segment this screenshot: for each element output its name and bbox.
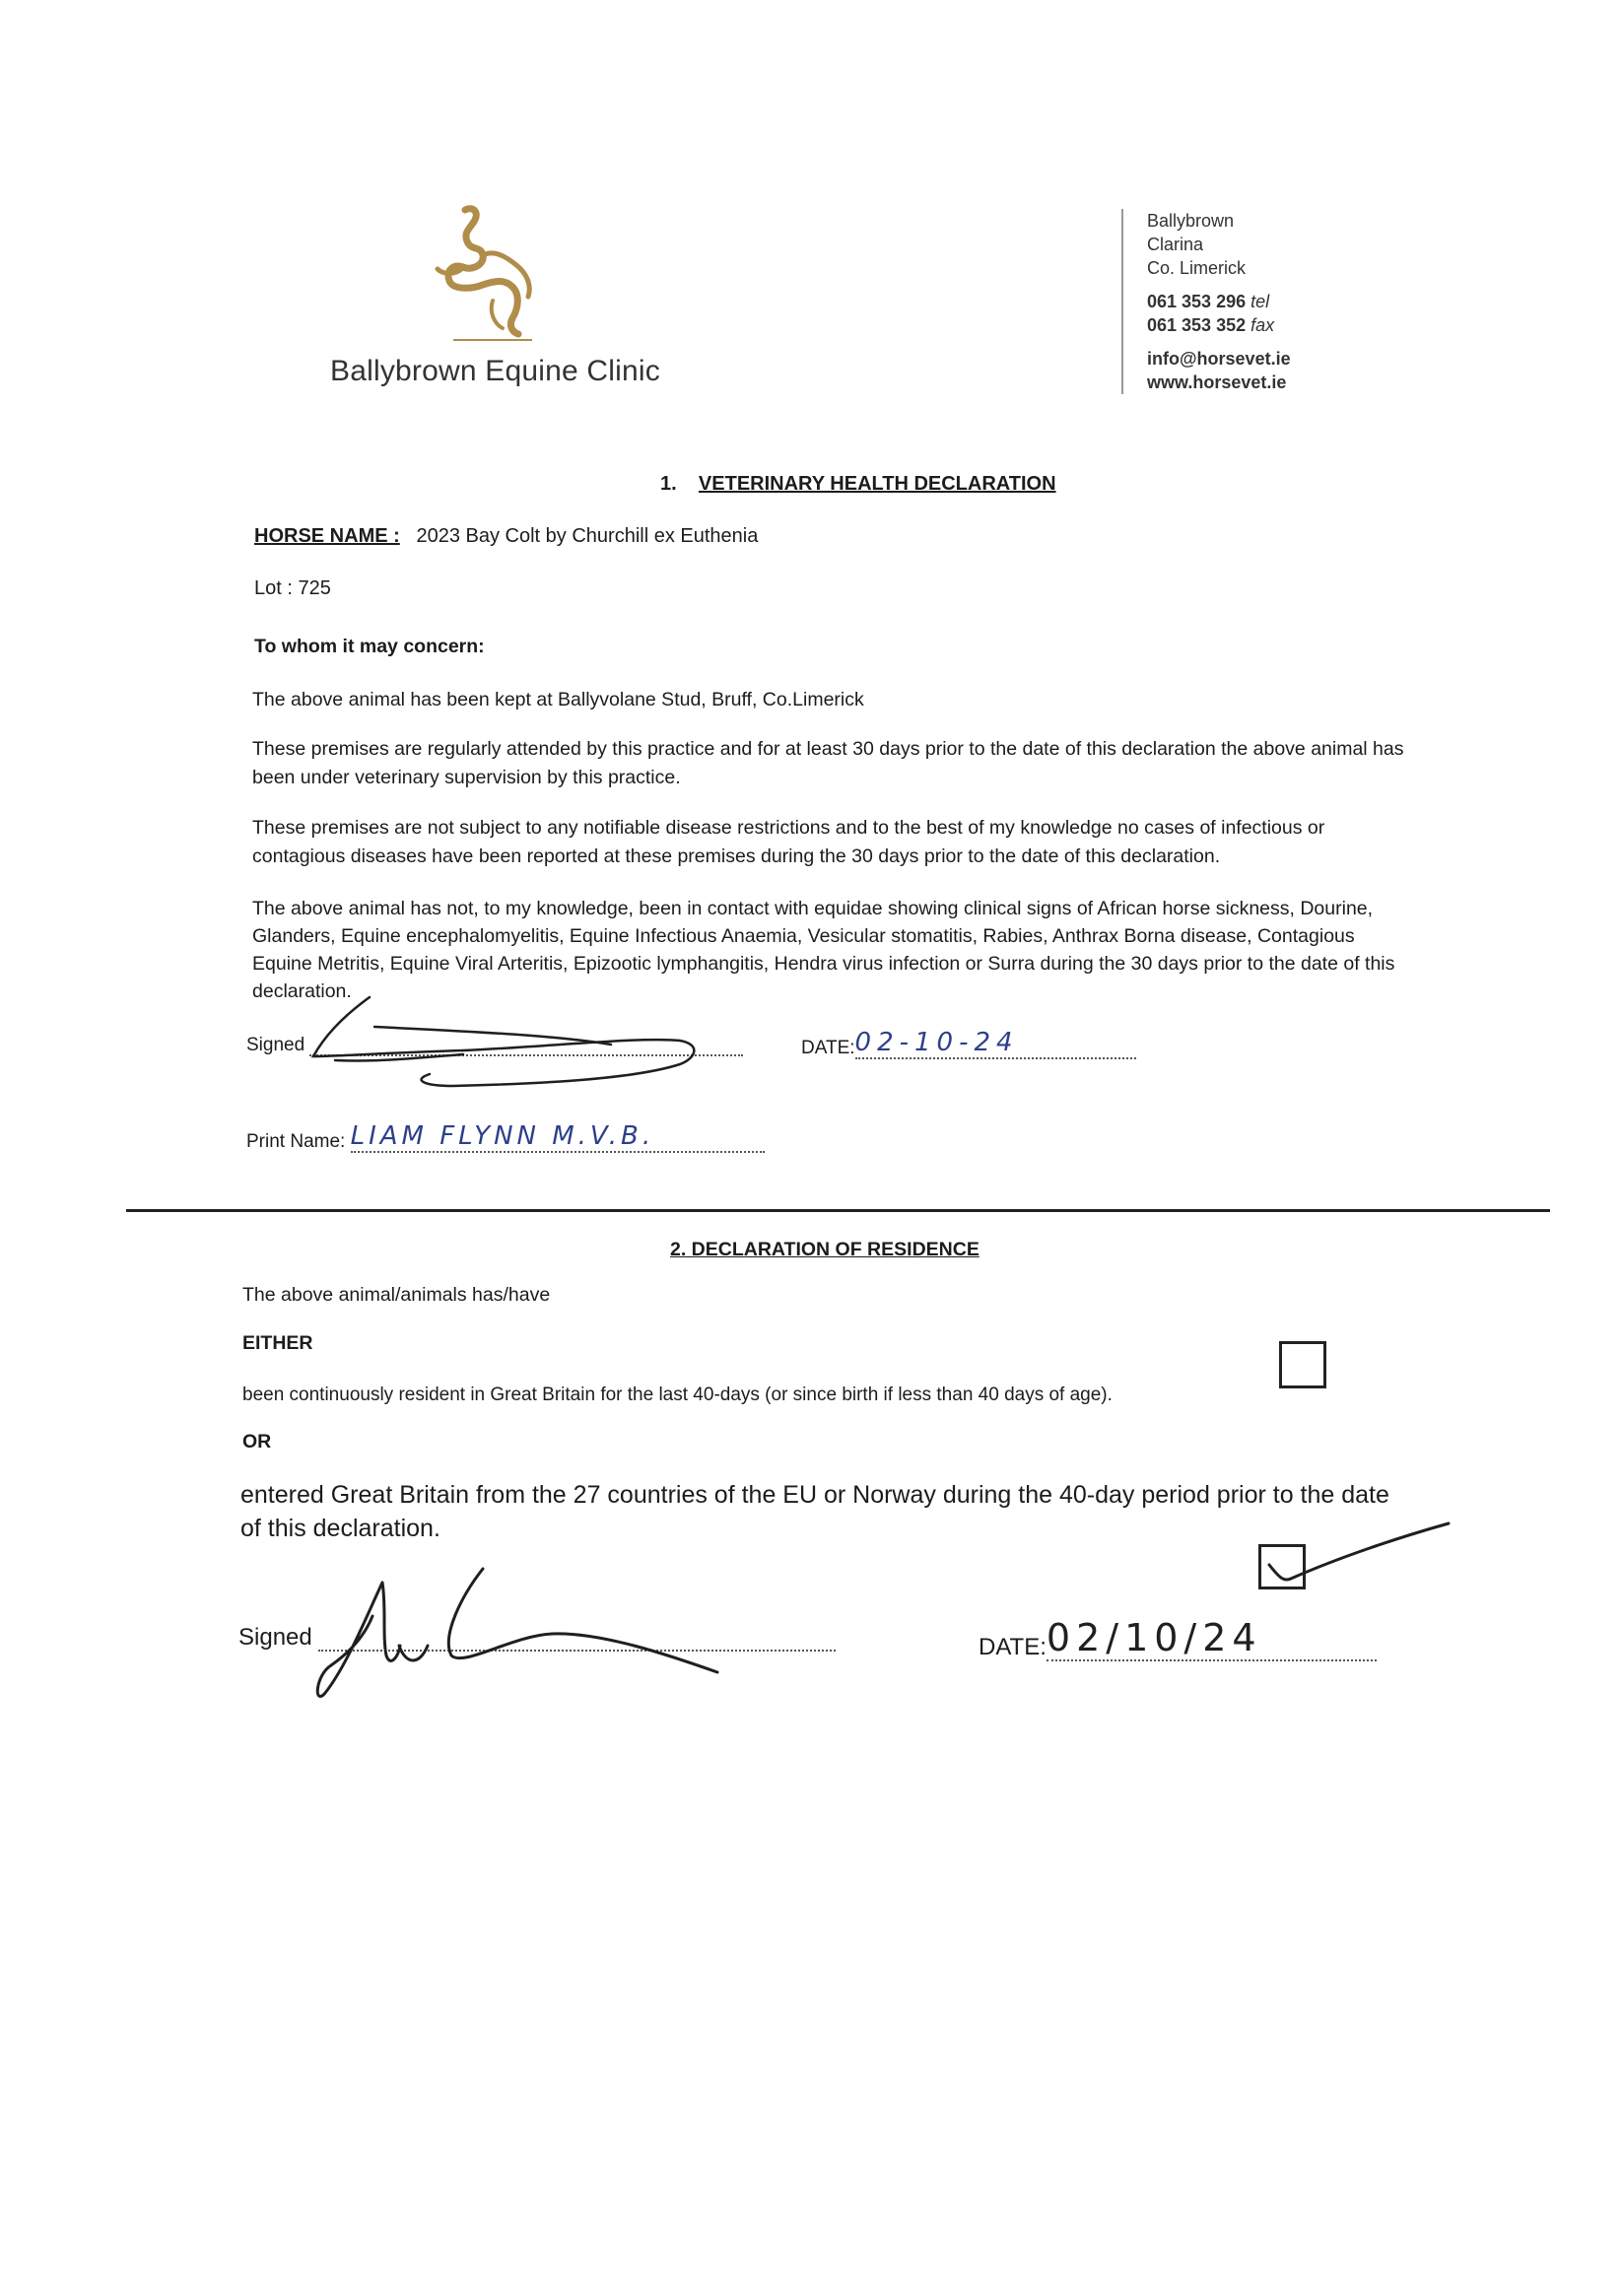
signature-1-drawing xyxy=(313,997,694,1086)
paragraph-restrictions: These premises are not subject to any notifiable disease restrictions and to the best of my knowledge no cases of infectious or contagious diseases have been reported at these premises during the 30 days prior to the date of this declaration. xyxy=(252,817,1325,867)
option1-text: been continuously resident in Great Britain for the last 40-days (or since birth if less than 40 days of age). xyxy=(242,1384,1113,1405)
address-line: Ballybrown xyxy=(1147,211,1235,231)
option2-text: entered Great Britain from the 27 countries of the EU or Norway during the 40-day period prior to the date of this declaration. xyxy=(240,1481,1389,1542)
horse-name-value: 2023 Bay Colt by Churchill ex Euthenia xyxy=(416,525,759,547)
section2-intro: The above animal/animals has/have xyxy=(242,1284,551,1306)
horse-name-label: HORSE NAME : xyxy=(254,525,400,547)
checkmark-icon xyxy=(1269,1523,1449,1580)
either-label: EITHER xyxy=(242,1332,313,1354)
website-link[interactable]: www.horsevet.ie xyxy=(1147,372,1287,392)
paragraph-contact: The above animal has not, to my knowledge, been in contact with equidae showing clinical signs of African horse sickness, Dourine, Glanders, Equine encephalomyelitis, Equine Infectious Anaemia, Vesicular stomatitis, Rabies, Anthrax Borna disease, Contagious Equine Metritis, Equine Viral Arteritis, Epizootic lymphangitis, Hendra virus infection or Surra during the 30 days prior to the date of this declaration. xyxy=(252,898,1395,1002)
paragraph-supervision: These premises are regularly attended by this practice and for at least 30 days prior to the date of this declaration the above animal has been under veterinary supervision by this practice. xyxy=(252,738,1404,788)
date-label: DATE: xyxy=(979,1634,1047,1660)
clinic-name: Ballybrown Equine Clinic xyxy=(330,355,660,387)
print-name-label: Print Name: xyxy=(246,1131,346,1152)
date-value[interactable]: 02/10/24 xyxy=(1047,1616,1377,1661)
address-line: Clarina xyxy=(1147,235,1204,254)
phone-line: 061 353 296 tel xyxy=(1147,292,1270,311)
or-label: OR xyxy=(242,1431,272,1452)
address-line: Co. Limerick xyxy=(1147,258,1247,278)
date-label: DATE: xyxy=(801,1038,855,1058)
salutation: To whom it may concern: xyxy=(254,636,485,657)
fax-line: 061 353 352 fax xyxy=(1147,315,1275,335)
signed-label: Signed xyxy=(246,1035,305,1055)
section1-heading: 1. VETERINARY HEALTH DECLARATION xyxy=(660,473,1056,495)
lot-number: Lot : 725 xyxy=(254,577,331,599)
section2-heading: 2. DECLARATION OF RESIDENCE xyxy=(670,1239,980,1260)
print-name-value[interactable]: LIAM FLYNN M.V.B. xyxy=(351,1121,765,1153)
email-link[interactable]: info@horsevet.ie xyxy=(1147,349,1291,369)
paragraph-premises: The above animal has been kept at Ballyvolane Stud, Bruff, Co.Limerick xyxy=(252,689,864,710)
signature-2-drawing xyxy=(317,1569,717,1696)
date-value[interactable]: 02-10-24 xyxy=(855,1028,1136,1059)
signed-label: Signed xyxy=(238,1624,312,1651)
